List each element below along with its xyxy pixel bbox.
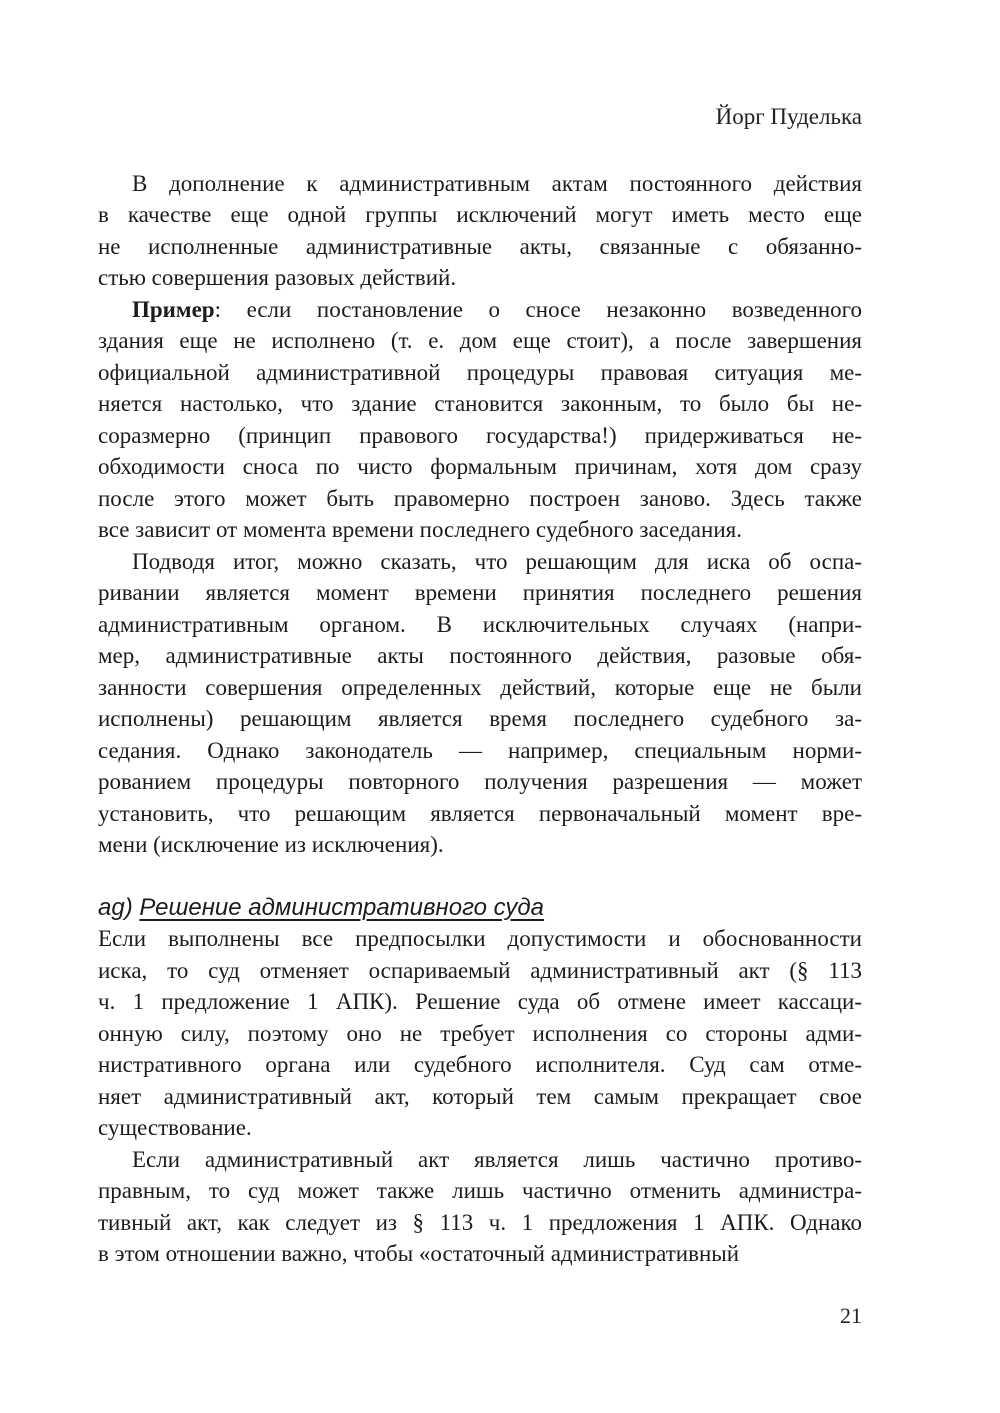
text-line: исполнены) решающим является время последнего судебного за- bbox=[98, 706, 862, 731]
text-line: все зависит от момента времени последнего судебного заседания. bbox=[98, 517, 742, 542]
text-line: установить, что решающим является первоначальный момент вре- bbox=[98, 800, 862, 826]
text-line: после этого может быть правомерно построен заново. Здесь также bbox=[98, 485, 862, 511]
text-line: не исполненные административные акты, связанные с обязанно- bbox=[98, 233, 862, 259]
text-line: онную силу, поэтому оно не требует исполнения со стороны адми- bbox=[98, 1020, 862, 1046]
text-line: мер, административные акты постоянного действия, разовые обя- bbox=[98, 643, 862, 668]
text-line: ривании является момент времени принятия последнего решения bbox=[98, 580, 862, 605]
paragraph-group-before-heading bbox=[98, 168, 862, 861]
text-line: иска, то суд отменяет оспариваемый административный акт (§ 113 bbox=[98, 957, 862, 983]
text-line: мени (исключение из исключения). bbox=[98, 832, 444, 857]
text-line: в этом отношении важно, чтобы «остаточный административный bbox=[98, 1241, 740, 1266]
text-line: рованием процедуры повторного получения разрешения — может bbox=[98, 769, 862, 794]
text-line: существование. bbox=[98, 1115, 252, 1140]
paragraph bbox=[98, 294, 862, 546]
text-line: седания. Однако законодатель — например, специальным норми- bbox=[98, 737, 862, 763]
text-line: няет административный акт, который тем самым прекращает свое bbox=[98, 1083, 862, 1109]
text-line: Пример: если постановление о сносе незаконно возведенного bbox=[132, 296, 862, 322]
text-line: здания еще не исполнено (т. е. дом еще стоит), а после завершения bbox=[98, 328, 862, 353]
paragraph bbox=[98, 923, 862, 1144]
text-block bbox=[98, 0, 862, 1331]
paragraph bbox=[98, 168, 862, 294]
text-line: няется настолько, что здание становится законным, то было бы не- bbox=[98, 391, 862, 416]
text-line: обходимости сноса по чисто формальным причинам, хотя дом сразу bbox=[98, 454, 862, 479]
text-line: тивный акт, как следует из § 113 ч. 1 предложения 1 АПК. Однако bbox=[98, 1209, 862, 1235]
text-line: В дополнение к административным актам постоянного действия bbox=[132, 170, 862, 196]
heading-prefix: ag) bbox=[98, 893, 140, 921]
paragraph-group-after-heading bbox=[98, 923, 862, 1270]
text-line: правным, то суд может также лишь частично отменить администра- bbox=[98, 1178, 862, 1203]
section-heading bbox=[98, 892, 862, 924]
heading-title: Решение административного суда bbox=[139, 893, 545, 921]
text-line: нистративного органа или судебного исполнителя. Суд сам отме- bbox=[98, 1052, 862, 1077]
body-text bbox=[98, 168, 862, 1270]
text-line: Подводя итог, можно сказать, что решающим для иска об оспа- bbox=[132, 548, 862, 574]
paragraph bbox=[98, 1144, 862, 1270]
text-line: стью совершения разовых действий. bbox=[98, 265, 457, 290]
page-number: 21 bbox=[840, 1302, 862, 1328]
text-line: в качестве еще одной группы исключений могут иметь место еще bbox=[98, 202, 862, 227]
text-line: ч. 1 предложение 1 АПК). Решение суда об отмене имеет кассаци- bbox=[98, 989, 862, 1014]
text-line: занности совершения определенных действий, которые еще не были bbox=[98, 674, 862, 700]
text-line: административным органом. В исключительных случаях (напри- bbox=[98, 611, 862, 637]
running-head-author: Йорг Пуделька bbox=[715, 104, 862, 129]
paragraph bbox=[98, 546, 862, 861]
text-line: соразмерно (принцип правового государства!) придерживаться не- bbox=[98, 422, 862, 448]
bold-run-in-word: Пример bbox=[132, 296, 215, 322]
text-line: официальной административной процедуры правовая ситуация ме- bbox=[98, 359, 862, 385]
text-line: Если выполнены все предпосылки допустимости и обоснованности bbox=[98, 926, 862, 951]
text-line: Если административный акт является лишь частично противо- bbox=[132, 1146, 862, 1172]
